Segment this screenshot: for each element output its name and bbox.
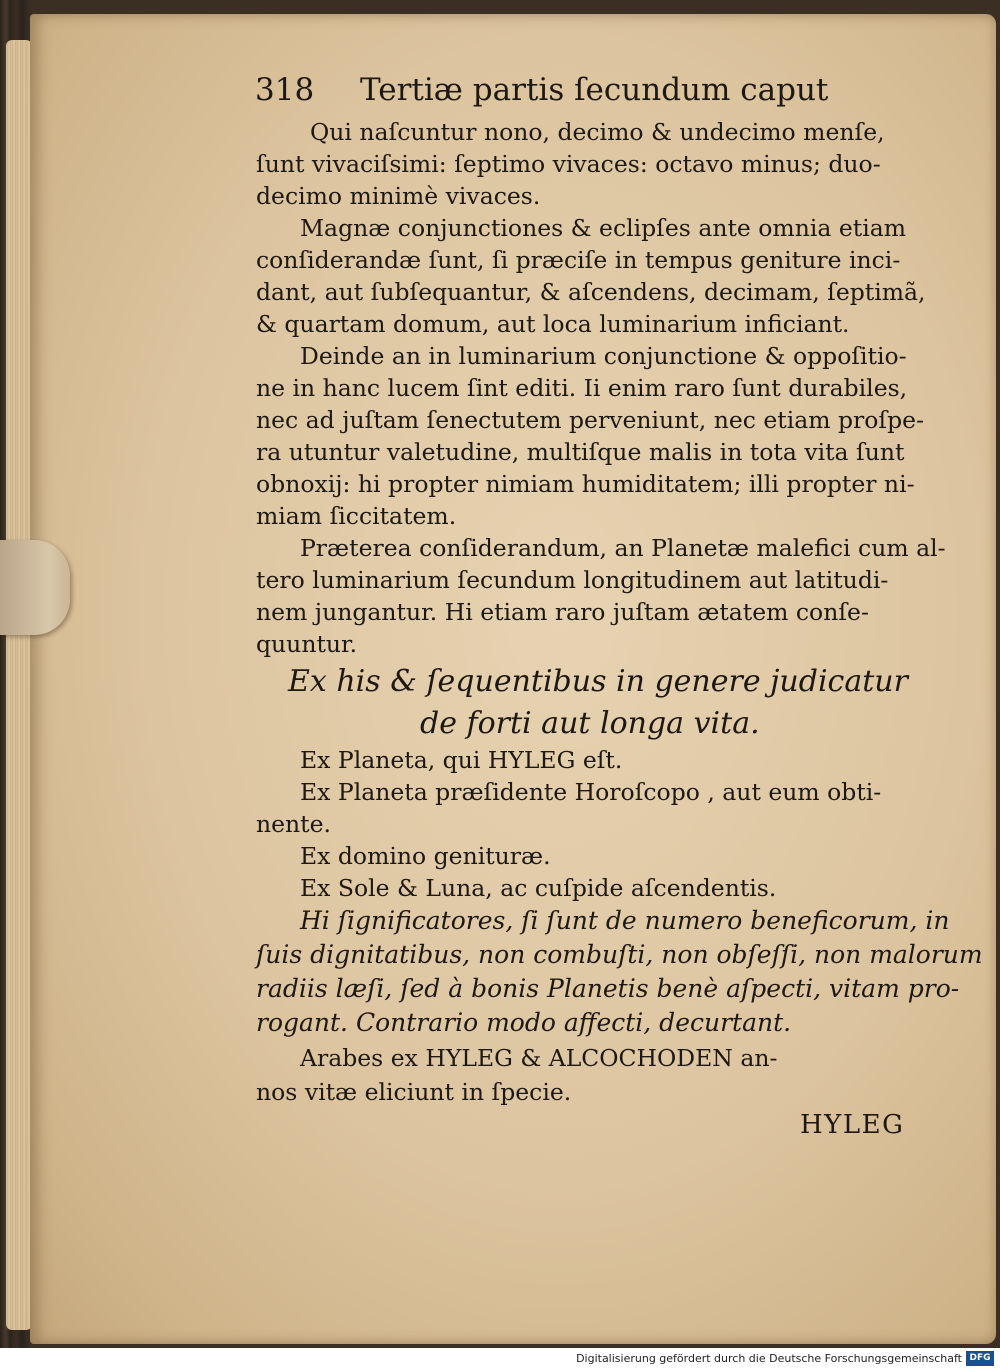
catchword: HYLEG [800, 1110, 905, 1140]
text-line: Deinde an in luminarium conjunctione & oppoſitio- [300, 342, 907, 370]
text-line: nec ad juſtam ſenectutem perveniunt, nec etiam proſpe- [256, 406, 925, 434]
italic-line: ſuis dignitatibus, non combuſti, non obſeſſi, non malorum [256, 940, 983, 969]
section-heading: Ex his & ſequentibus in genere judicatur [288, 664, 908, 699]
text-line: nem jungantur. Hi etiam raro juſtam ætatem conſe- [256, 598, 869, 626]
text-line: tero luminarium ſecundum longitudinem aut latitudi- [256, 566, 889, 594]
text-line: dant, aut ſubſequantur, & aſcendens, decimam, ſeptimã, [256, 278, 926, 306]
text-line: decimo minimè vivaces. [256, 182, 541, 210]
text-line: & quartam domum, aut loca luminarium inficiant. [256, 310, 850, 338]
list-line: Ex Planeta præſidente Horoſcopo , aut eum obti- [300, 778, 882, 806]
text-line: Præterea conſiderandum, an Planetæ malefici cum al- [300, 534, 946, 562]
text-line: Arabes ex HYLEG & ALCOCHODEN an- [300, 1044, 778, 1072]
text-line: ſunt vivaciſsimi: ſeptimo vivaces: octavo minus; duo- [256, 150, 881, 178]
dfg-logo: DFG [966, 1351, 994, 1366]
text-line: quuntur. [256, 630, 358, 658]
footer-bar [0, 1348, 1000, 1370]
running-title: Tertiæ partis ſecundum caput [360, 72, 829, 108]
text-line: conſiderandæ ſunt, ſi præciſe in tempus geniture inci- [256, 246, 901, 274]
list-line: Ex domino genituræ. [300, 842, 551, 870]
list-line: Ex Sole & Luna, ac cuſpide aſcendentis. [300, 874, 777, 902]
page-edges [6, 40, 32, 1330]
text-line: ne in hanc lucem ſint editi. Ii enim raro ſunt durabiles, [256, 374, 908, 402]
page-holder-tab [0, 540, 70, 635]
text-line: ra utuntur valetudine, multiſque malis in tota vita ſunt [256, 438, 905, 466]
italic-line: radiis læſi, ſed à bonis Planetis benè aſpecti, vitam pro- [256, 974, 960, 1003]
footer-credit: Digitalisierung gefördert durch die Deutsche Forschungsgemeinschaft [576, 1352, 962, 1365]
text-line: Qui naſcuntur nono, decimo & undecimo menſe, [310, 118, 885, 146]
italic-line: rogant. Contrario modo affecti, decurtant. [256, 1008, 792, 1037]
italic-line: Hi ſignificatores, ſi ſunt de numero beneficorum, in [300, 906, 950, 935]
text-line: nos vitæ eliciunt in ſpecie. [256, 1078, 572, 1106]
page-number: 318 [255, 72, 315, 108]
list-line: Ex Planeta, qui HYLEG eſt. [300, 746, 623, 774]
text-line: obnoxij: hi propter nimiam humiditatem; illi propter ni- [256, 470, 915, 498]
section-heading-continued: de forti aut longa vita. [420, 706, 760, 741]
list-line: nente. [256, 810, 331, 838]
text-line: miam ſiccitatem. [256, 502, 457, 530]
text-line: Magnæ conjunctiones & eclipſes ante omnia etiam [300, 214, 907, 242]
